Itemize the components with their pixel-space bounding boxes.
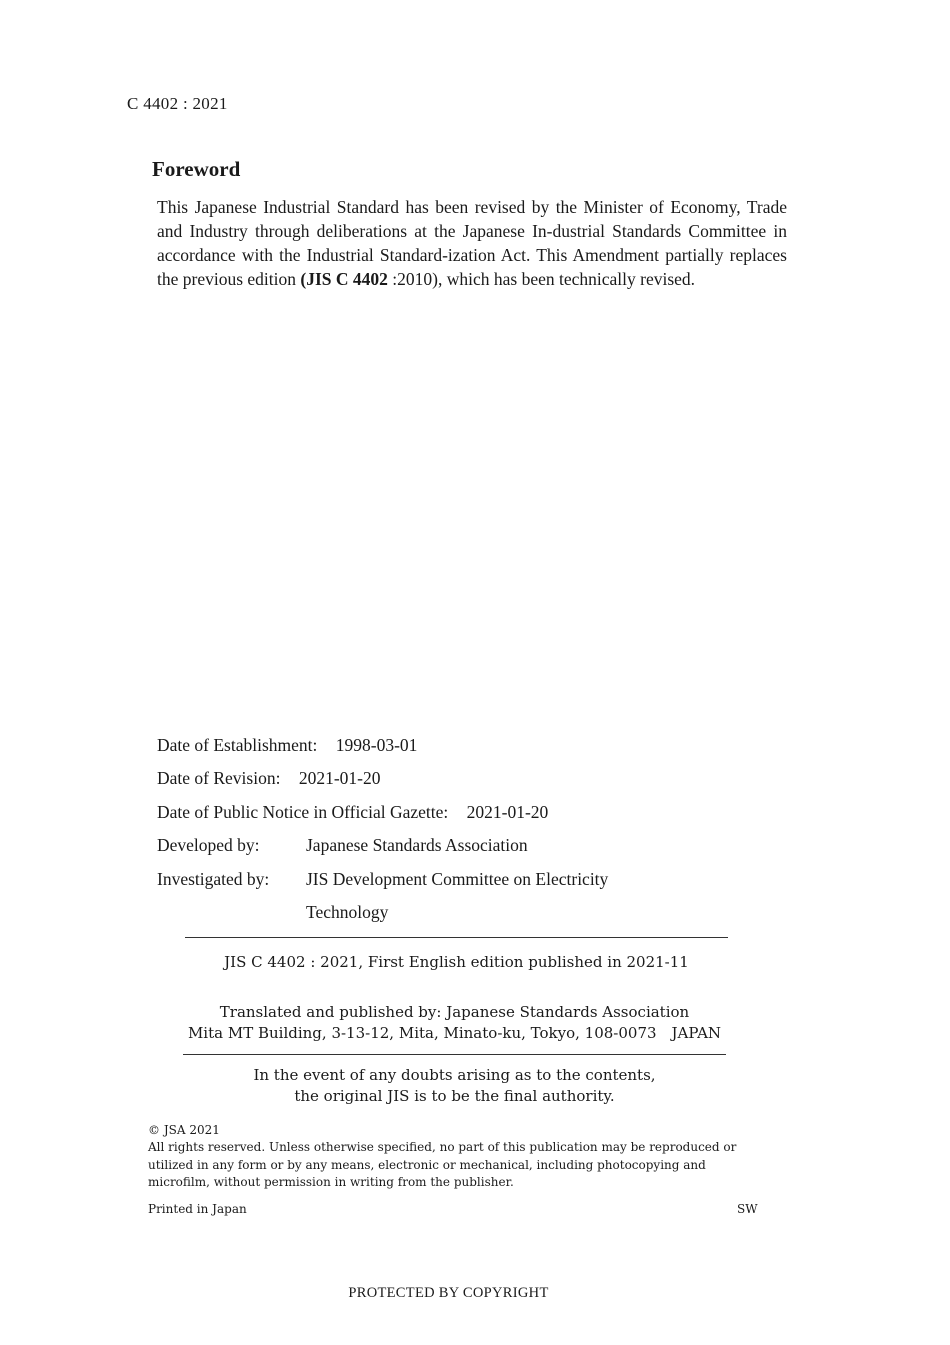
divider-top	[185, 937, 728, 938]
address-line: Mita MT Building, 3-13-12, Mita, Minato-ku, Tokyo, 108-0073 JAPAN	[187, 1024, 722, 1042]
revision-row	[157, 767, 380, 789]
public-notice-label: Date of Public Notice in Official Gazette:	[157, 802, 449, 822]
printer-code: SW	[737, 1202, 758, 1216]
investigated-value-line2: Technology	[306, 902, 389, 922]
copyright-mark: © JSA 2021	[148, 1123, 220, 1137]
investigated-row	[157, 868, 269, 890]
foreword-body	[157, 195, 787, 291]
revision-label: Date of Revision:	[157, 768, 281, 788]
foreword-standard-reference: (JIS C 4402	[300, 269, 388, 289]
foreword-text-part1: This Japanese Industrial Standard has been revised by the Minister of Economy, Trade and Industry through deliberations at the Japanese In-dustrial Standards Committee in accordance with the Industrial Standard-ization Act. This Amendment partially replaces the previous edition	[157, 197, 787, 289]
document-code: C 4402 : 2021	[127, 94, 228, 113]
divider-bottom	[183, 1054, 726, 1055]
developed-label: Developed by:	[157, 835, 260, 855]
protected-by-copyright: PROTECTED BY COPYRIGHT	[348, 1285, 549, 1301]
establishment-value: 1998-03-01	[335, 735, 418, 755]
public-notice-value: 2021-01-20	[466, 802, 549, 822]
printed-in: Printed in Japan	[148, 1202, 247, 1216]
investigated-label: Investigated by:	[157, 869, 270, 889]
developed-value: Japanese Standards Association	[306, 835, 528, 855]
authority-line1: In the event of any doubts arising as to the contents,	[253, 1066, 656, 1084]
establishment-row	[157, 734, 417, 756]
investigated-value-line1: JIS Development Committee on Electricity	[306, 869, 609, 889]
edition-line: JIS C 4402 : 2021, First English edition published in 2021-11	[224, 953, 689, 971]
authority-line2: the original JIS is to be the final authority.	[294, 1087, 615, 1105]
developed-row	[157, 834, 260, 856]
foreword-heading: Foreword	[152, 157, 241, 181]
revision-value: 2021-01-20	[298, 768, 381, 788]
publisher-line: Translated and published by: Japanese Standards Association	[219, 1003, 690, 1021]
public-notice-row	[157, 801, 548, 823]
establishment-label: Date of Establishment:	[157, 735, 318, 755]
foreword-text-part2: :2010), which has been technically revised.	[387, 269, 696, 289]
rights-notice: All rights reserved. Unless otherwise specified, no part of this publication may be reproduced or utilized in any form or by any means, electronic or mechanical, including photocopying and microfilm, without permission in writing from the publisher.	[148, 1140, 737, 1189]
